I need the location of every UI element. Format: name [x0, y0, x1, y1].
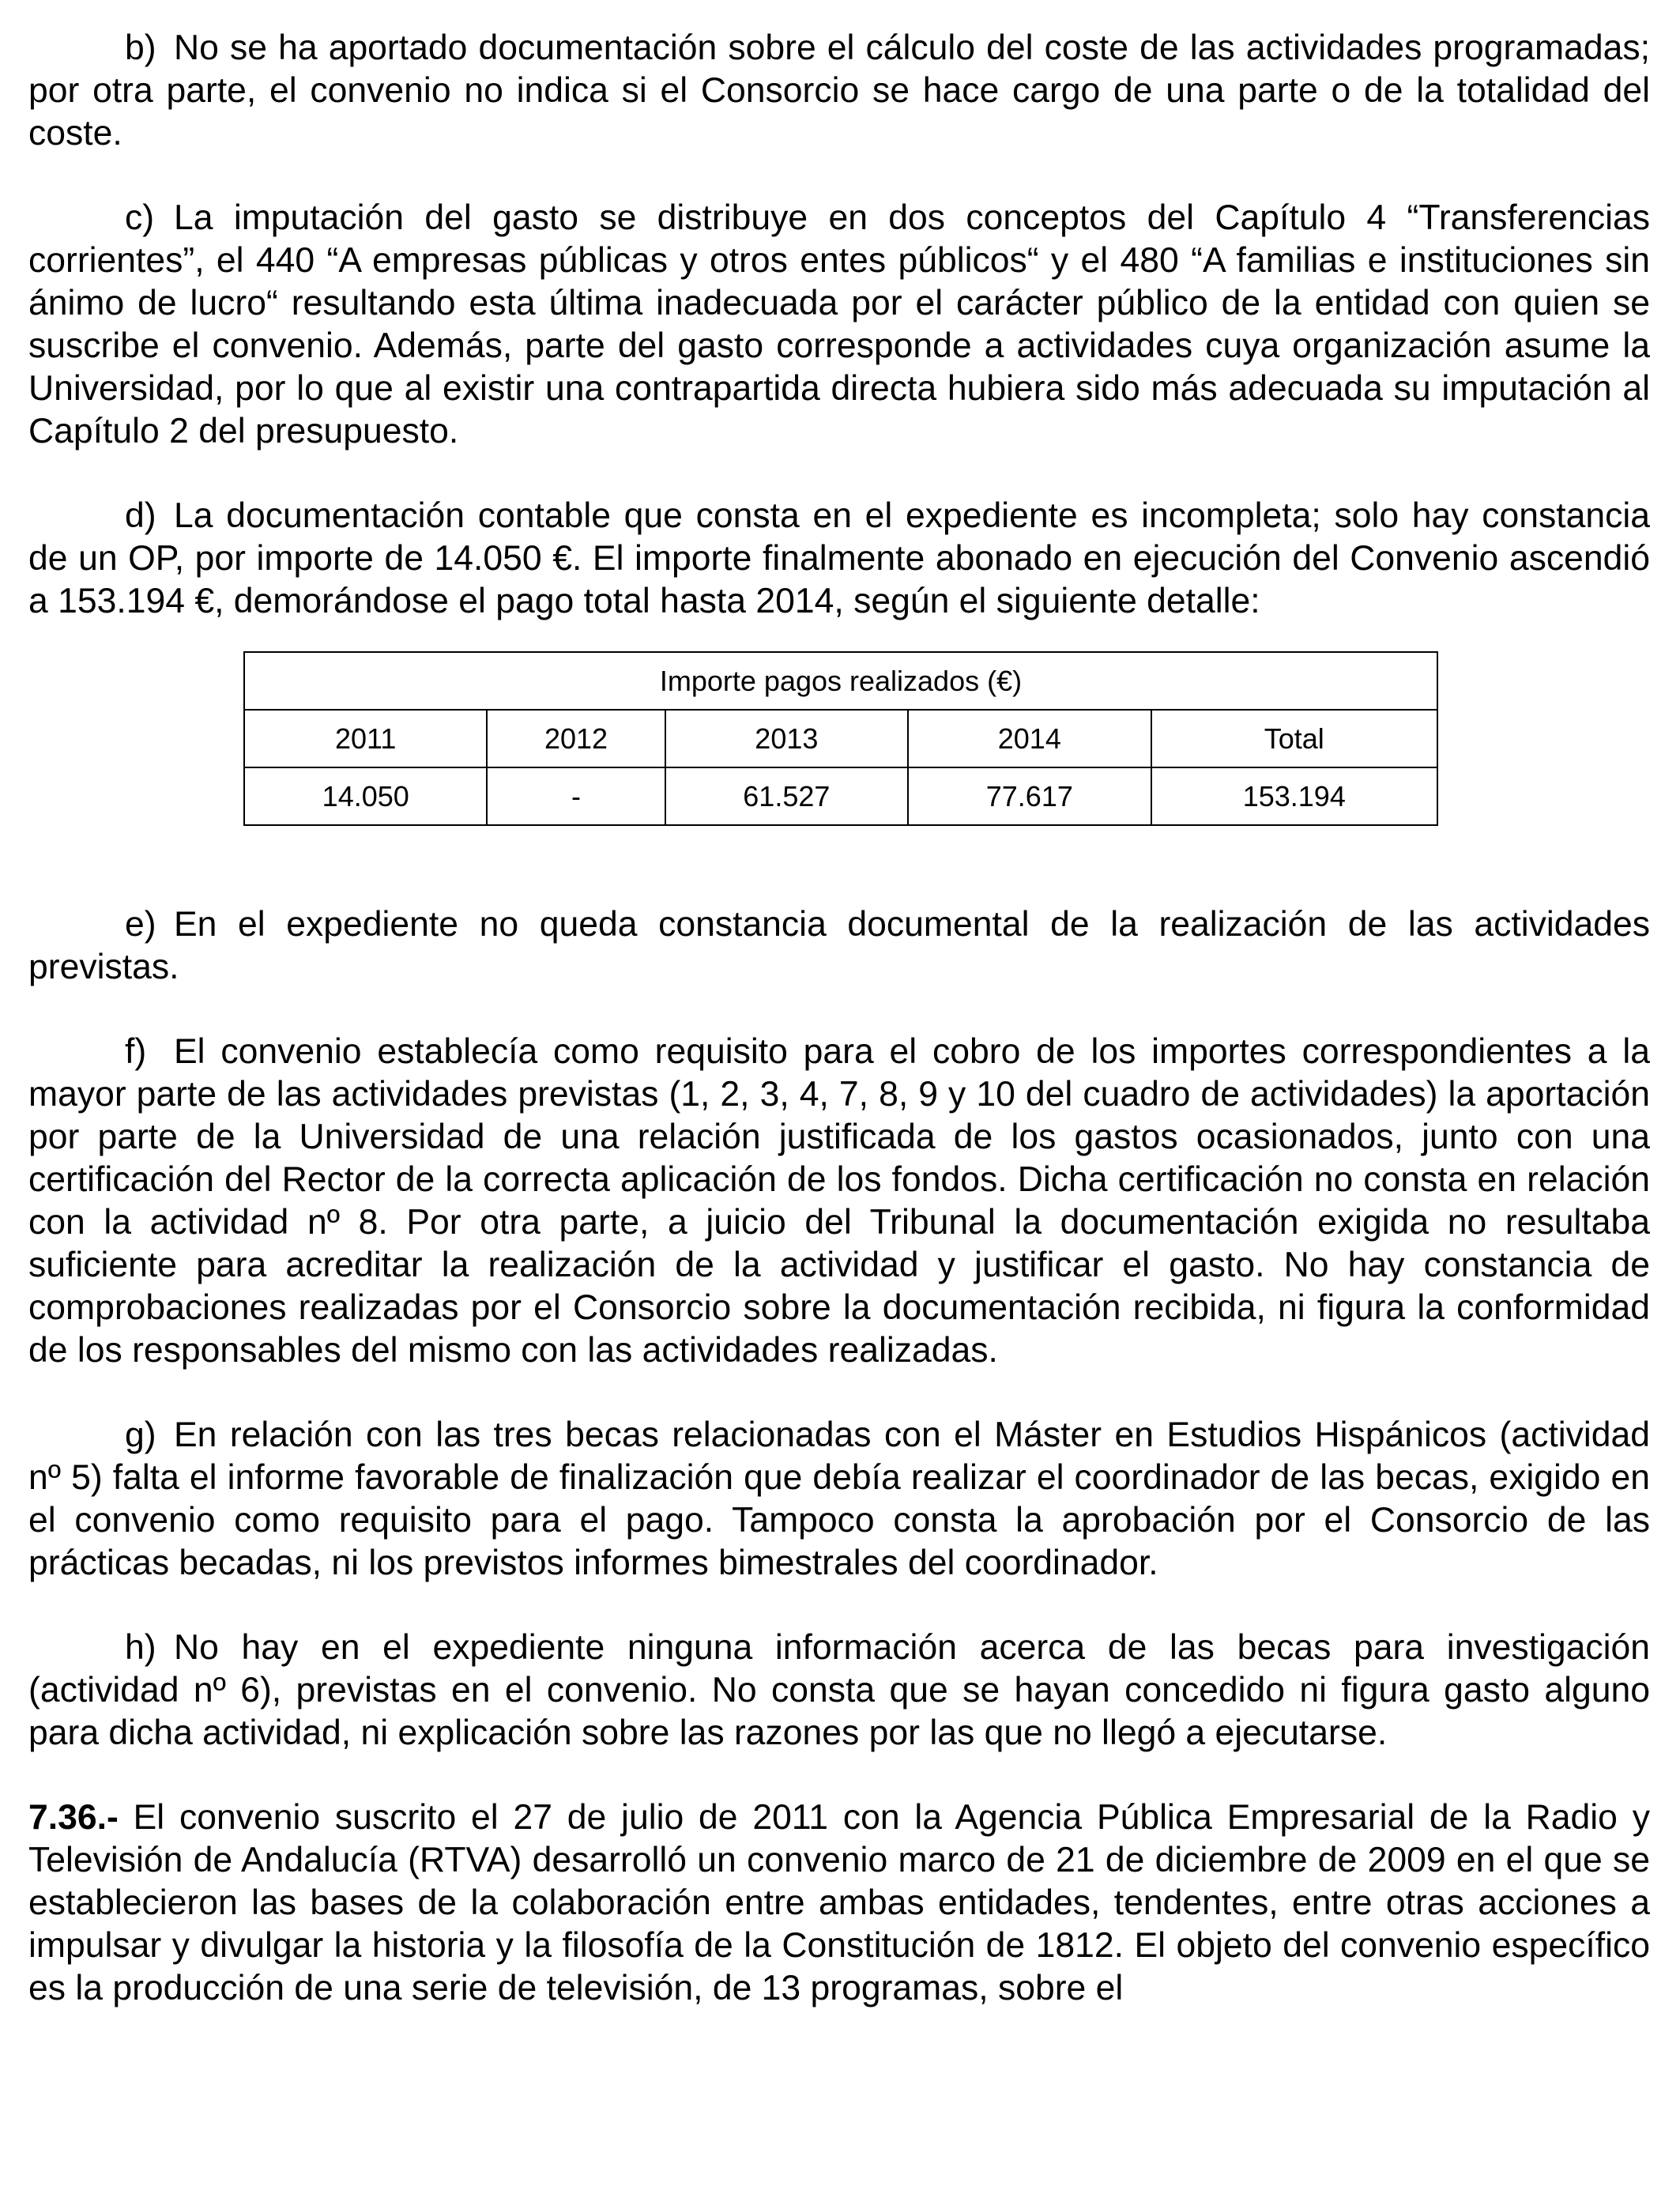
paragraph-text: La imputación del gasto se distribuye en dos conceptos del Capítulo 4 “Transferencias corrientes”, el 440 “A empresas públicas y otros entes públicos“ y el 480 “A familias e instituciones sin ánimo de lucro“ resultando esta última inadecuada por el carácter público de la entidad con quien se suscribe el convenio. Además, parte del gasto corresponde a actividades cuya organización asume la Universidad, por lo que al existir una contrapartida directa hubiera sido más adecuada su imputación al Capítulo 2 del presupuesto. — [28, 198, 1650, 450]
paragraph-text: En el expediente no queda constancia documental de la realización de las actividades previstas. — [28, 905, 1650, 986]
table-header-cell: 2011 — [244, 710, 487, 767]
paragraph-letter: d) — [125, 496, 156, 535]
paragraph-text: No se ha aportado documentación sobre el cálculo del coste de las actividades programadas; por otra parte, el convenio no indica si el Consorcio se hace cargo de una parte o de la totalidad del coste. — [28, 28, 1650, 153]
table-cell: 61.527 — [665, 767, 908, 825]
paragraph-text: No hay en el expediente ninguna información acerca de las becas para investigación (actividad nº 6), previstas en el convenio. No consta que se hayan concedido ni figura gasto alguno para dicha actividad, ni explicación sobre las razones por las que no llegó a ejecutarse. — [28, 1628, 1650, 1752]
document-page — [28, 27, 1650, 2052]
payments-table — [243, 651, 1438, 826]
paragraph-letter: b) — [125, 28, 156, 67]
paragraph-letter: g) — [125, 1416, 156, 1454]
paragraph-e — [28, 903, 1650, 989]
paragraph-letter: f) — [125, 1032, 147, 1071]
paragraph-b — [28, 27, 1650, 155]
table-title-row — [244, 652, 1437, 710]
section-7-36 — [28, 1796, 1650, 2010]
paragraph-h — [28, 1627, 1650, 1755]
paragraph-f — [28, 1031, 1650, 1372]
table-row — [244, 767, 1437, 825]
table-cell: 14.050 — [244, 767, 487, 825]
paragraph-c — [28, 197, 1650, 453]
paragraph-d — [28, 495, 1650, 623]
spacer — [28, 826, 1650, 903]
paragraph-text: El convenio establecía como requisito para el cobro de los importes correspondientes a la mayor parte de las actividades previstas (1, 2, 3, 4, 7, 8, 9 y 10 del cuadro de actividades) la aportación por parte de la Universidad de una relación justificada de los gastos ocasionados, junto con una certificación del Rector de la correcta aplicación de los fondos. Dicha certificación no consta en relación con la actividad nº 8. Por otra parte, a juicio del Tribunal la documentación exigida no resultaba suficiente para acreditar la realización de la actividad y justificar el gasto. No hay constancia de comprobaciones realizadas por el Consorcio sobre la documentación recibida, ni figura la conformidad de los responsables del mismo con las actividades realizadas. — [28, 1032, 1650, 1370]
paragraph-text: La documentación contable que consta en el expediente es incompleta; solo hay constancia de un OP, por importe de 14.050 €. El importe finalmente abonado en ejecución del Convenio ascendió a 153.194 €, demorándose el pago total hasta 2014, según el siguiente detalle: — [28, 496, 1650, 620]
paragraph-letter: c) — [125, 198, 155, 237]
paragraph-letter: h) — [125, 1628, 156, 1667]
paragraph-text: En relación con las tres becas relacionadas con el Máster en Estudios Hispánicos (actividad nº 5) falta el informe favorable de finalización que debía realizar el coordinador de las becas, exigido en el convenio como requisito para el pago. Tampoco consta la aprobación por el Consorcio de las prácticas becadas, ni los previstos informes bimestrales del coordinador. — [28, 1416, 1650, 1582]
table-header-cell: 2013 — [665, 710, 908, 767]
table-header-cell: Total — [1151, 710, 1437, 767]
table-cell: - — [487, 767, 665, 825]
paragraph-letter: e) — [125, 905, 156, 944]
table-header-cell: 2012 — [487, 710, 665, 767]
table-title: Importe pagos realizados (€) — [244, 652, 1437, 710]
section-number: 7.36.- — [28, 1798, 119, 1837]
section-text: El convenio suscrito el 27 de julio de 2011 con la Agencia Pública Empresarial de la Radio y Televisión de Andalucía (RTVA) desarrolló un convenio marco de 21 de diciembre de 2009 en el que se establecieron las bases de la colaboración entre ambas entidades, tendentes, entre otras acciones a impulsar y divulgar la historia y la filosofía de la Constitución de 1812. El objeto del convenio específico es la producción de una serie de televisión, de 13 programas, sobre el — [28, 1798, 1650, 2007]
table-header-row — [244, 710, 1437, 767]
table-cell: 77.617 — [908, 767, 1151, 825]
table-cell: 153.194 — [1151, 767, 1437, 825]
paragraph-g — [28, 1414, 1650, 1585]
table-header-cell: 2014 — [908, 710, 1151, 767]
